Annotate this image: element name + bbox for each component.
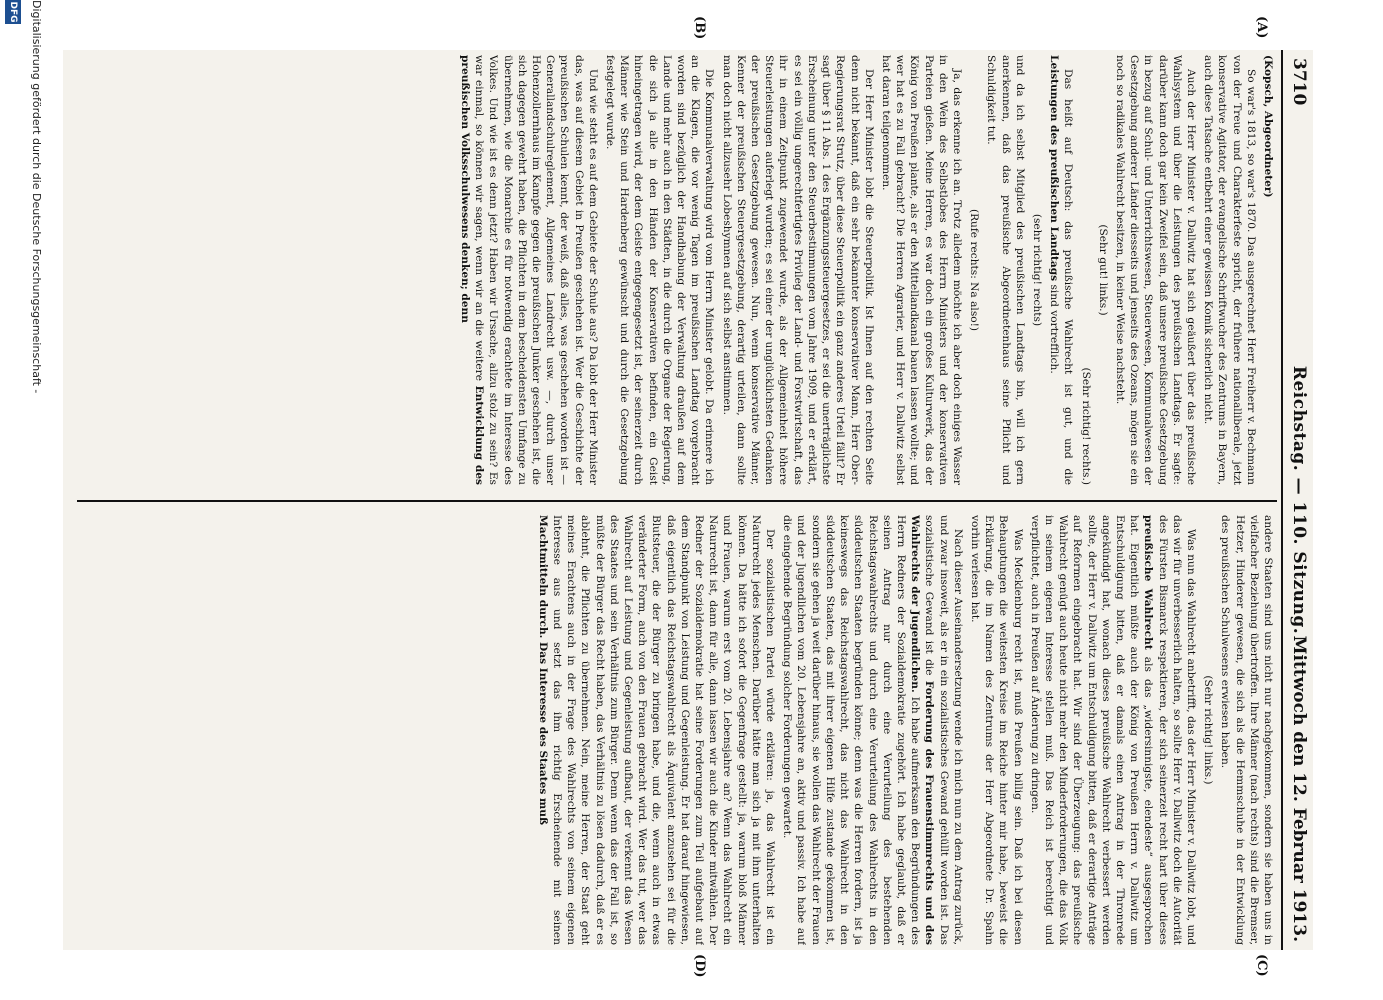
page-number: 3710 [1289, 58, 1309, 106]
interjection: (Sehr richtig! rechts.) [1079, 367, 1092, 485]
paragraph: Die Kommunalverwaltung wird vom Herrn Minister gelobt. Da erinnere ich an die Klagen, die vor wenig Tagen im preußischen Landtag vorgebracht worden sind bezüglich der Handhabung der Verwaltung draußen auf dem Lande und mehr auch in den Städten, in die durch die Organe der Regierung, die sich ja alle in den Händen der Konservativen befinden, ein Geist hineingetragen wird, der dem Geiste entgegengesetzt ist, der seinerzeit durch Männer wie Stein und Hardenberg gewünscht und durch die Gesetzgebung festgelegt wurde. [604, 55, 716, 485]
margin-mark-b: (B) [692, 16, 707, 40]
paragraph: Und wie steht es auf dem Gebiete der Schule aus? Da lobt der Herr Minister das, was auf diesem Gebiet in Preußen geschehen ist. Wer die Geschichte der preußischen Schulen kennt, der weiß, daß alles, was geschehen worden ist — Generallandschulreglement, Allgemeines Landrecht usw. —, durch unser Hohenzollernhaus im Kampfe gegen die preußischen Junker geschehen ist, die sich dagegen gewehrt haben, die Pflichten in dem bescheidensten Umfange zu übernehmen, wie die Monarchie es für notwendig erachtete im Interesse des Volkes. Und wie ist es denn jetzt? Haben wir Ursache, allzu stolz zu sein? Es war einmal, so können wir sagen, wenn wir an die weitere Entwicklung des preußischen Volksschulwesens denken; denn [459, 55, 599, 485]
dfg-logo: DFG [5, 0, 21, 24]
speaker-label: (Kopsch, Abgeordneter) [1262, 55, 1274, 198]
paragraph: Der Herr Minister lobt die Steuerpolitik. Ist Ihnen auf den rechten Seite denn nicht bekannt, daß ein sehr bekannter konservativer Mann, Herr Ober-Regierungsrat Strutz, über diese Steuerpolitik ein ganz anderes Urteil fällt? Er sagt über § 11 Abs. 1 des Ergänzungssteuergesetzes, er sei die unerträglichste Erscheinung unter den Steuerbestimmungen vom Jahre 1909, und er erklärt, es sei ein völlig ungerechtfertigtes Privileg der Land- und Forstwirtschaft, das ihr in einem Zeitpunkt zugewendet wurde, als der Allgemeinheit höhere Steuerleistungen auferlegt wurden; es sei einer der unglücklichsten Gedanken der preußischen Gesetzgebung gewesen. Nun, wenn konservative Männer, Kenner der preußischen Steuergesetzgebung, derartig urteilen, dann sollte man doch nicht allzusehr Lobeshymnen auf sich selbst anstimmen. [720, 55, 875, 485]
paragraph: Was Mecklenburg recht ist, muß Preußen billig sein. Daß ich bei diesen Behauptungen die weitesten Kreise im Reiche hinter mir habe, beweist die Erklärung, die im Namen des Zentrums der Herr Abgeordnete Dr. Spahn vorhin verlesen hat. [968, 515, 1024, 945]
paragraph: Ja, das erkenne ich an. Trotz alledem möchte ich aber doch einiges Wasser in den Wein des Selbstlobes des Herrn Ministers und der konservativen Parteien gießen. Meine Herren, es war doch ein großes Kulturwerk, das der König von Preußen plante, als er den Mittellandkanal bauen lassen wollte; und wer hat es zu Fall gebracht? Die Herren Agrarier, und Herr v. Dallwitz selbst hat daran teilgenommen. [879, 55, 963, 485]
paragraph: Nach dieser Auseinandersetzung wende ich mich nun zu dem Antrag zurück, und zwar insoweit, als er in ein sozialistisches Gewand gehüllt worden ist. Das sozialistische Gewand ist die Forderung des Frauenstimmrechts und des Wahlrechts der Jugendlichen. Ich habe aufmerksam den Begründungen des Herrn Redners der Sozialdemokratie zugehört. Ich habe geglaubt, daß er seinen Antrag nur durch eine Verurteilung des bestehenden Reichstagswahlrechts und durch eine Verurteilung des Wahlrechts in den süddeutschen Staaten begründen könne; denn was die Herren fordern, ist ja keineswegs das Reichstagswahlrecht, das nicht das Wahlrecht in den süddeutschen Staaten, das mit ihrer eigenen Hilfe zustande gekommen ist, sondern sie gehen ja weit darüber hinaus, sie wollen das Wahlrecht der Frauen und der Jugendlichen vom 20. Lebensjahre an, aktiv und passiv. Ich habe auf die eingehende Begründung solcher Forderungen gewartet. [781, 515, 964, 945]
emphasis-text: preußische Wahlrecht [1142, 515, 1155, 650]
paragraph: Das heißt auf Deutsch: das preußische Wahlrecht ist gut, und die Leistungen des preußischen Landtags sind vortrefflich. [1048, 55, 1075, 485]
paragraph: Was nun das Wahlrecht anbetrifft, das der Herr Minister v. Dallwitz lobt, und das wir für unverbesserlich halten, so sollte Herr v. Dallwitz doch die Autorität des Fürsten Bismarck respektieren, der sich seinerzeit recht hart über dieses preußische Wahlrecht als das „widersinnigste, elendeste“ ausgesprochen hat. Eigentlich müßte auch der König von Preußen Herrn v. Dallwitz um Entschuldigung bitten, daß er damals einen Antrag in der Thronrede angekündigt hat, wonach dieses preußische Wahlrecht verbessert werden sollte, der Herr v. Dallwitz um Entschuldigung bitten, daß er derartige Anträge auf Reformen eingebracht hat. Wir sind der Überzeugung: das preußische Wahlrecht genügt auch heute nicht mehr den Minderforderungen, die das Volk in seinem eigenen Interesse stellen muß. Das Reich ist berechtigt und verpflichtet, auch in Preußen auf Änderung zu dringen. [1028, 515, 1197, 945]
margin-mark-a: (A) [1254, 16, 1269, 39]
column-divider [77, 500, 1277, 502]
paragraph: Der sozialistischen Partei würde erklären: ja, das Wahlrecht ist ein Naturrecht jedes Menschen. Darüber hätte man sich ja mit ihm unterhalten können. Da hätte ich sofort die Gegenfrage gestellt: ja, warum bloß Männer und Frauen, warum erst vom 20. Lebensjahre an? Wenn das Wahlrecht ein Naturrecht ist, dann für alle, dann lassen wir auch die Kinder mitwählen. Der Redner der Sozialdemokratie hat seine Forderungen zum Teil aufgebaut auf dem Standpunkt von Leistung und Gegenleistung. Er hat darauf hingewiesen, daß eigentlich das Reichstagswahlrecht als Äquivalent anzusehen sei für die Blutsteuer, die der Bürger zu bringen habe, und die, wenn auch in etwas veränderter Form, auch von den Frauen gebracht wird. Wer das tut, wer das Wahlrecht auf Leistung und Gegenleistung aufbaut, der verkennt das Wesen des Staates und sein Verhältnis zum Bürger. Denn wenn das der Fall ist, so müßte der Bürger das Recht haben, das Verhältnis zu lösen dadurch, daß er es ablehnt, die Pflichten zu übernehmen. Nein, meine Herren, der Staat geht meines Erachtens auch in der Frage des Wahlrechts von seinem eigenen Interesse aus und setzt das ihm richtig Erscheinende mit seinen Machtmitteln durch. Das Interesse des Staates muß [536, 515, 777, 945]
emphasis-text: Leistungen des preußischen Landtags [1048, 55, 1061, 282]
interjection: (sehr richtig! rechts) [1030, 213, 1043, 327]
paragraph: Auch der Herr Minister v. Dallwitz hat sich geäußert über das preußische Wahlsystem und über die Leistungen des preußischen Landtags. Er sagte: darüber kann doch gar kein Zweifel sein, daß unsere preußische Gesetzgebung in bezug auf Schul- und Unterrichtswesen, Steuerwesen, Kommunalwesen der Gesetzgebung anderer Länder diesseits und jenseits des Ozeans, mögen sie ein noch so radikales Wahlrecht besitzen, in keiner Weise nachsteht. [1113, 55, 1197, 485]
left-column [75, 55, 1275, 485]
digitization-note: Digitalisierung gefördert durch die Deutsche Forschungsgemeinschaft - [30, 0, 43, 394]
interjection: (Sehr gut! links.) [1096, 224, 1109, 316]
right-column [75, 515, 1275, 945]
paragraph: So war's 1813, so war's 1870. Das ausgerechnet Herr Freiherr v. Bechmann von der Treue und Charakterfeste spricht, der frühere nationalliberale, jetzt konservative Agitator, der evangelische Schriftwucher des Zentrums in Bayern, auch diese Tatsache entbehrt einer gewissen Komik sicherlich nicht. [1202, 55, 1257, 485]
paragraph: andere Staaten sind uns nicht nur nachgekommen, sondern sie haben uns in vielfacher Beziehung übertroffen. Ihre Männer (nach rechts) sind die Bremser, Hetzer, Hinderer gewesen, die sich als die Hemmschuhe in der Entwicklung des preußischen Schulwesens erwiesen haben. [1219, 515, 1274, 945]
page-date: Mittwoch den 12. Februar 1913. [1289, 635, 1309, 942]
emphasis-text: Entwicklung des preußischen Volksschulwesens denken; denn [459, 55, 486, 485]
interjection: (Sehr richtig! links.) [1202, 675, 1215, 785]
interjection: (Rufe rechts: Na also!) [968, 208, 981, 332]
paragraph: und da ich selbst Mitglied des preußischen Landtags bin, will ich gern anerkennen, daß das preußische Abgeordnetenhaus seine Pflicht und Schuldigkeit tut. [985, 55, 1026, 485]
emphasis-text: Machtmitteln durch. Das Interesse des Staates muß [536, 515, 549, 826]
emphasis-text: Forderung des Frauenstimmrechts und des Wahlrechts der Jugendlichen. [909, 515, 936, 945]
newspaper-page [63, 16, 1313, 978]
header-rule [1281, 50, 1283, 950]
page-header [1285, 50, 1313, 950]
margin-mark-c: (C) [1254, 954, 1269, 977]
margin-mark-d: (D) [692, 954, 707, 978]
page-title: Reichstag. — 110. Sitzung. [1289, 365, 1309, 635]
